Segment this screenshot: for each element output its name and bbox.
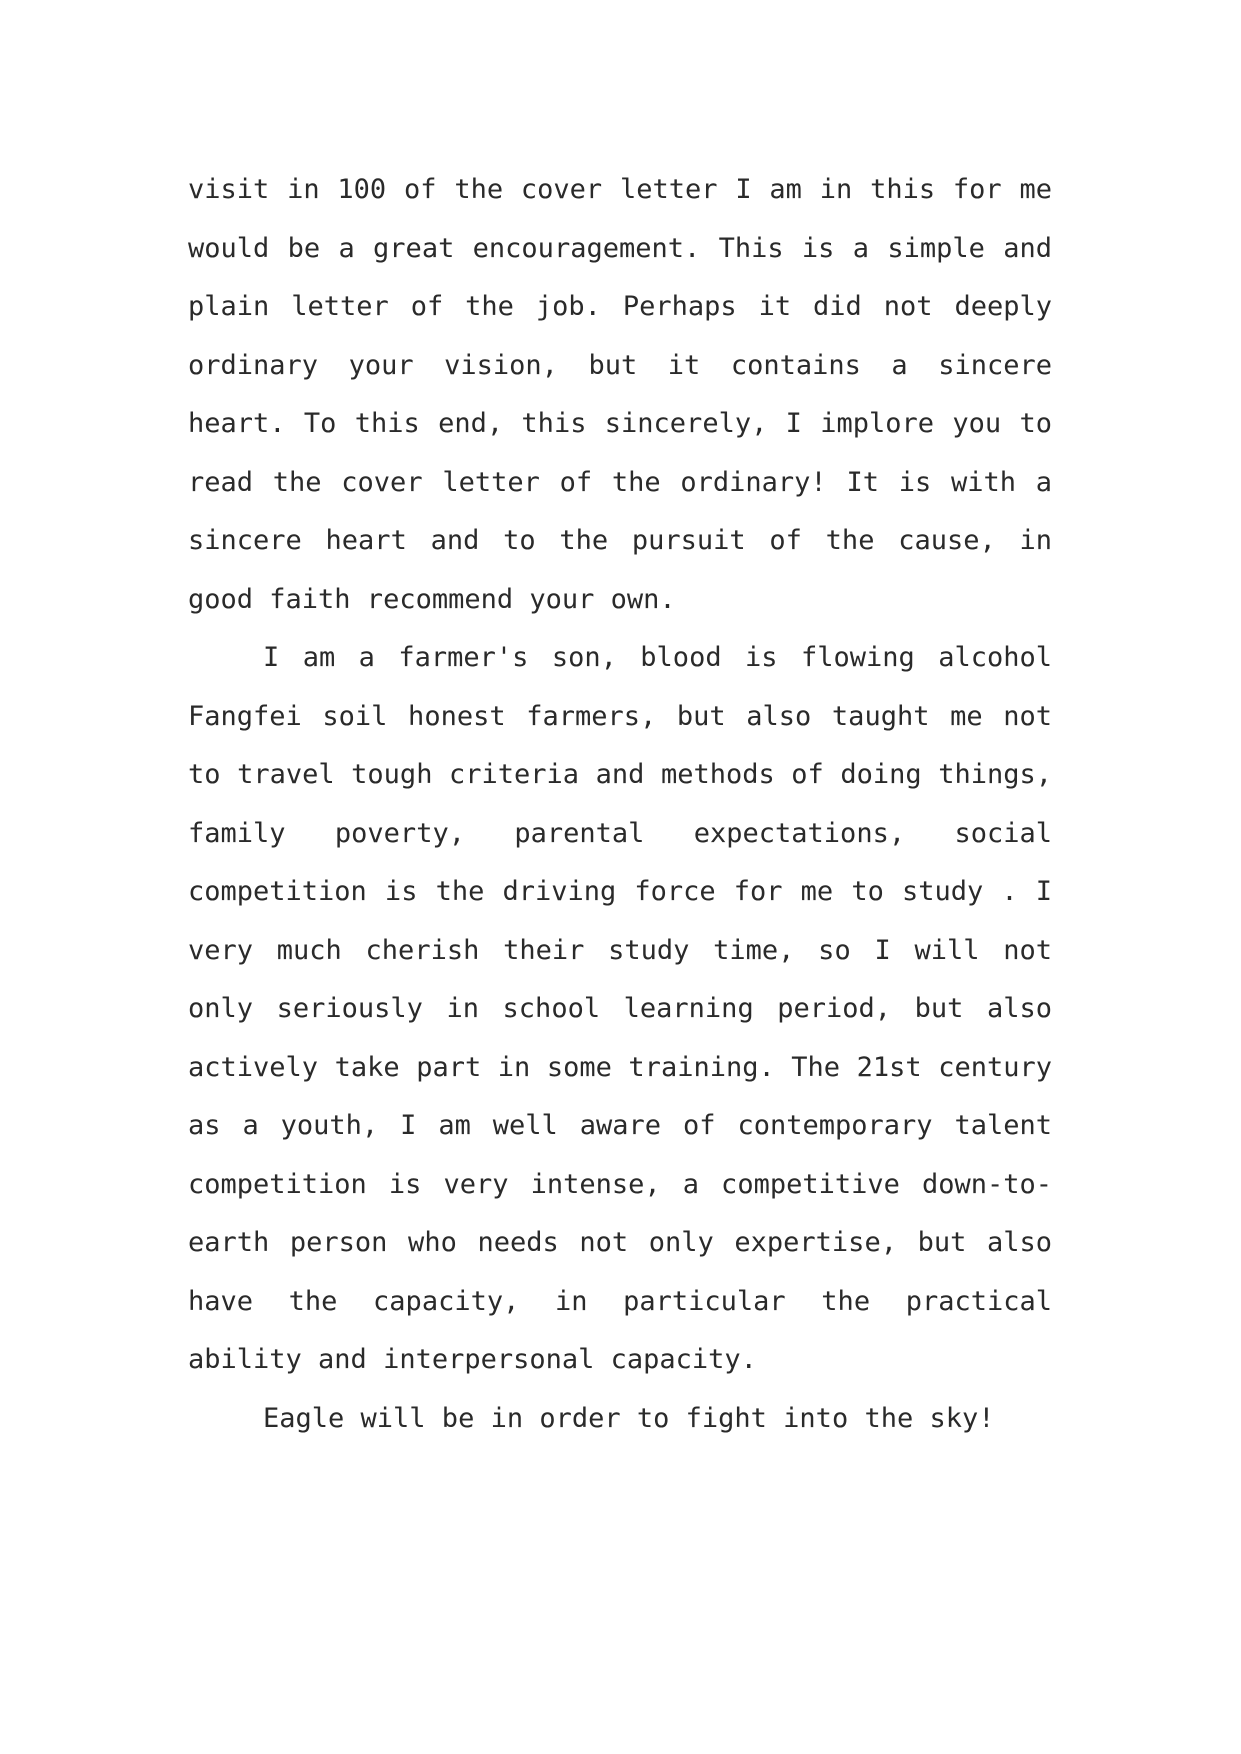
- paragraph-eagle: Eagle will be in order to fight into the sky!: [263, 1402, 995, 1434]
- paragraph-farmer-son: I am a farmer's son, blood is flowing alcohol Fangfei soil honest farmers, but also taught me not to travel tough criteria and methods of doing things, family poverty, parental expectations, social competition is the driving force for me to study . I very much cherish their study time, so I will not only seriously in school learning period, but also actively take part in some training. The 21st century as a youth, I am well aware of contemporary talent competition is very intense, a competitive down-to-earth person who needs not only expertise, but also have the capacity, in particular the practical ability and interpersonal capacity.: [188, 642, 1052, 1375]
- paragraph-continued: visit in 100 of the cover letter I am in this for me would be a great encouragement. This is a simple and plain letter of the job. Perhaps it did not deeply ordinary your vision, but it contains a sincere heart. To this end, this sincerely, I implore you to read the cover letter of the ordinary! It is with a sincere heart and to the pursuit of the cause, in good faith recommend your own.: [188, 174, 1052, 615]
- document-body: [188, 161, 1052, 1448]
